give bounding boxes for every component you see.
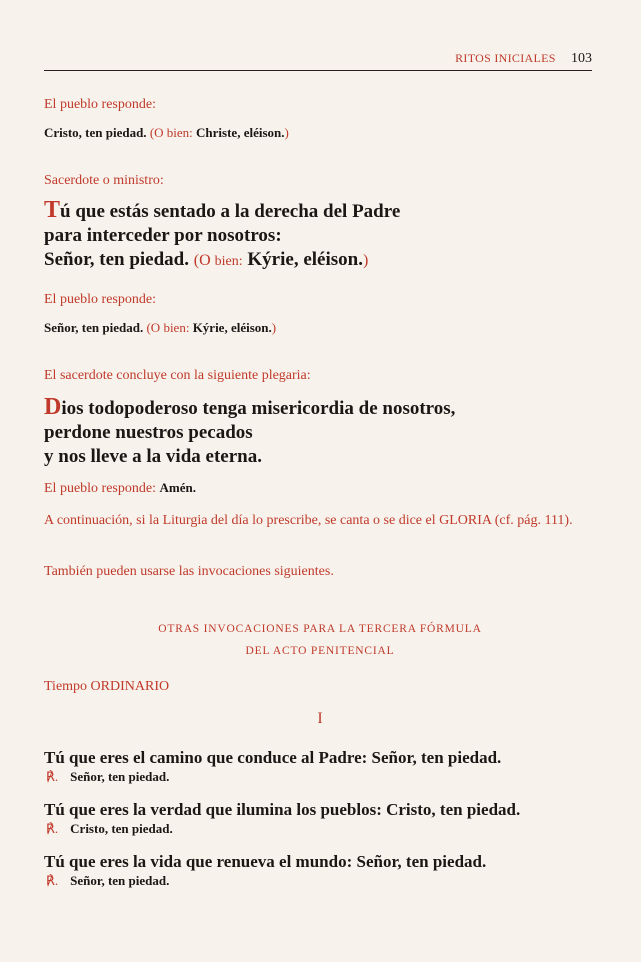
response-main: Señor, ten piedad.: [44, 320, 147, 335]
response-text: Cristo, ten piedad.: [70, 821, 173, 836]
people-amen: [44, 479, 596, 498]
absolution-prayer: [44, 367, 596, 469]
response: [46, 872, 596, 890]
rubric: El pueblo responde:: [44, 481, 160, 496]
people-response-2: [44, 291, 596, 337]
season-label: Tiempo ORDINARIO: [44, 679, 170, 694]
alt-text: Kýrie, eléison.: [242, 249, 363, 270]
invocation-text: [44, 198, 596, 274]
priest-invocation: [44, 172, 596, 274]
rubric: El pueblo responde:: [44, 292, 156, 307]
drop-cap: T: [44, 197, 61, 223]
line-3: Señor, ten piedad.: [44, 249, 194, 270]
rubric: El sacerdote concluye con la siguiente plegaria:: [44, 368, 311, 383]
line-2: para interceder por nosotros:: [44, 225, 282, 246]
heading-line-2: DEL ACTO PENITENCIAL: [245, 645, 395, 657]
alt-text: Kýrie, eléison.: [189, 320, 272, 335]
gloria-note: A continuación, si la Liturgia del día lo prescribe, se canta o se dice el GLORIA (cf. pág. 111).: [44, 513, 573, 528]
line-2: perdone nuestros pecados: [44, 422, 253, 443]
alt-label: bien:: [166, 125, 193, 140]
list-item: [44, 800, 596, 838]
page-number: 103: [571, 51, 592, 66]
response-symbol: ℟.: [46, 769, 59, 784]
response-text: [44, 124, 596, 142]
heading-line-1: OTRAS INVOCACIONES PARA LA TERCERA FÓRMULA: [158, 623, 482, 635]
alt-label: bien:: [214, 254, 243, 269]
paren-open: (O: [146, 320, 164, 335]
line-3: y nos lleve a la vida eterna.: [44, 446, 262, 467]
line-1: ios todopoderoso tenga misericordia de nosotros,: [61, 398, 456, 419]
rubric: Sacerdote o ministro:: [44, 173, 164, 188]
paren-open: (O: [149, 125, 167, 140]
response-text: [44, 319, 596, 337]
amen: Amén.: [159, 480, 196, 495]
drop-cap: D: [44, 394, 62, 420]
list-item: [44, 852, 596, 890]
response-text: Señor, ten piedad.: [70, 873, 170, 888]
response-symbol: ℟.: [46, 873, 59, 888]
prayer-text: [44, 395, 596, 469]
roman-numeral: I: [317, 710, 323, 727]
paren-close: ): [271, 320, 277, 335]
response-main: Cristo, ten piedad.: [44, 125, 150, 140]
rubric: El pueblo responde:: [44, 97, 156, 112]
alt-label: bien:: [163, 320, 190, 335]
response: [46, 820, 596, 838]
section-heading: [44, 618, 596, 662]
alternatives-note: También pueden usarse las invocaciones siguientes.: [44, 564, 334, 579]
invocation-text: Tú que eres la verdad que ilumina los pueblos: Cristo, ten piedad.: [44, 800, 521, 819]
response-symbol: ℟.: [46, 821, 59, 836]
alt-text: Christe, eléison.: [192, 125, 285, 140]
response: [46, 768, 596, 786]
paren-close: ): [362, 252, 369, 269]
invocation-text: Tú que eres la vida que renueva el mundo: Señor, ten piedad.: [44, 852, 487, 871]
invocation-text: Tú que eres el camino que conduce al Padre: Señor, ten piedad.: [44, 748, 502, 767]
invocation-list: [44, 748, 596, 890]
running-header: [44, 50, 592, 71]
line-1: ú que estás sentado a la derecha del Padre: [60, 201, 401, 222]
list-item: [44, 748, 596, 786]
people-response-1: [44, 96, 596, 142]
section-title: RITOS INICIALES: [455, 51, 556, 65]
paren-open: (O: [193, 252, 215, 269]
paren-close: ): [284, 125, 289, 140]
response-text: Señor, ten piedad.: [70, 769, 170, 784]
